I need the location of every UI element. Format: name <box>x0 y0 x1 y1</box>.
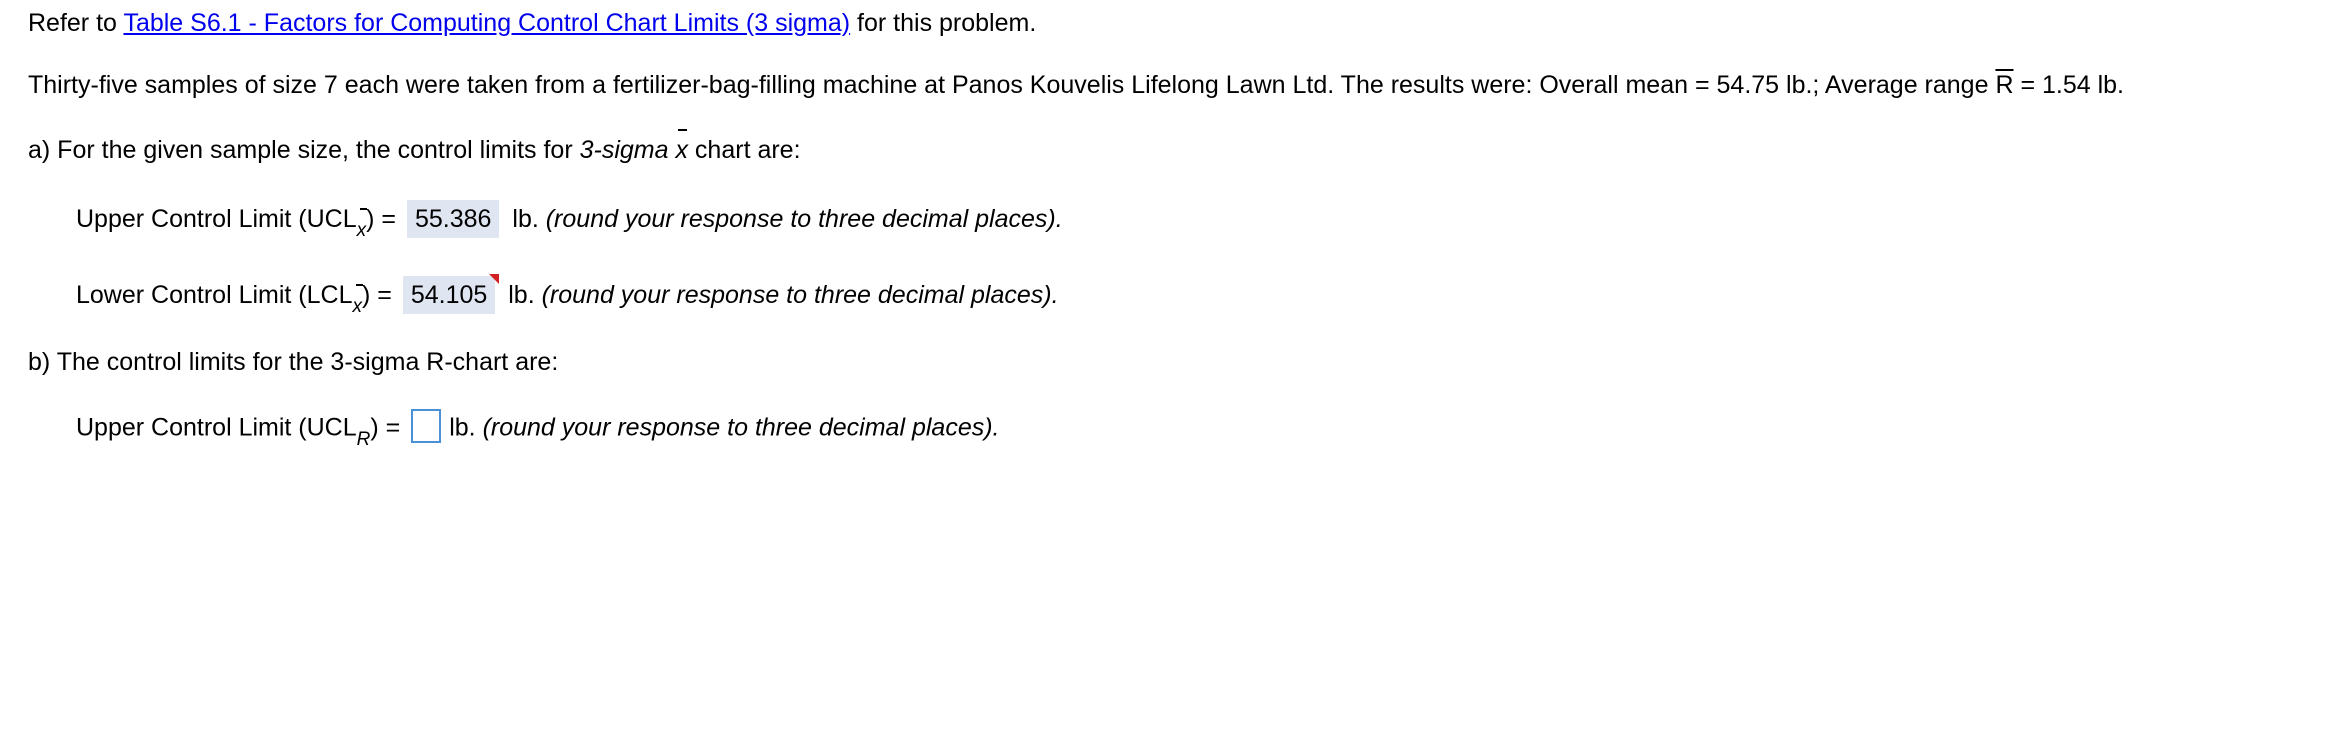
ucl-r-unit: lb. <box>449 413 483 442</box>
ucl-r-hint: (round your response to three decimal places). <box>482 413 1000 442</box>
intro-line <box>28 8 1036 38</box>
ucl-r-subscript: R <box>356 428 371 450</box>
lcl-subscript-bar <box>356 284 363 286</box>
ucl-x-close: ) = <box>366 205 403 233</box>
ucl-r-close: ) = <box>370 413 408 442</box>
lcl-x-hint: (round your response to three decimal places). <box>541 281 1059 309</box>
part-a-italic: 3-sigma <box>579 136 669 164</box>
intro-suffix: for this problem. <box>850 9 1037 37</box>
ucl-r-label: Upper Control Limit (UCL <box>76 413 357 442</box>
lcl-x-row <box>76 276 1059 317</box>
ucl-x-label: Upper Control Limit (UCL <box>76 205 357 233</box>
ucl-x-subscript <box>356 204 367 241</box>
part-b-heading: b) The control limits for the 3-sigma R-chart are: <box>28 348 559 376</box>
lcl-x-answer-value: 54.105 <box>410 281 488 309</box>
lcl-x-label: Lower Control Limit (LCL <box>76 281 353 309</box>
ucl-subscript-bar <box>360 208 367 210</box>
ucl-r-row <box>76 412 1000 450</box>
problem-text: Thirty-five samples of size 7 each were taken from a fertilizer-bag-filling machine at Panos Kouvelis Lifelong Lawn Ltd. The results were: Overall mean = 54.75 lb.; Average range <box>28 71 1996 99</box>
problem-tail: = 1.54 lb. <box>2013 71 2124 99</box>
r-bar-symbol: $\overline{R}$ <box>1995 71 2014 99</box>
lcl-x-close: ) = <box>362 281 399 309</box>
part-a-suffix: chart are: <box>687 136 801 164</box>
lcl-x-unit: lb. <box>501 281 542 309</box>
problem-statement <box>28 70 2124 100</box>
ucl-x-answer-field[interactable]: 55.386 <box>407 200 499 238</box>
x-bar-letter: x <box>675 136 688 164</box>
ucl-r-input[interactable] <box>411 409 441 443</box>
intro-prefix: Refer to <box>28 9 124 37</box>
ucl-x-hint: (round your response to three decimal places). <box>545 205 1063 233</box>
x-bar-overline <box>678 129 687 131</box>
x-bar-symbol <box>675 135 688 165</box>
ucl-x-row <box>76 200 1063 241</box>
lcl-x-answer-field[interactable] <box>403 276 495 314</box>
lcl-subscript-letter: x <box>352 296 362 317</box>
part-a-prefix: a) For the given sample size, the control limits for <box>28 136 580 164</box>
ucl-x-unit: lb. <box>505 205 546 233</box>
lcl-x-subscript <box>352 280 363 317</box>
table-s6-1-link[interactable]: Table S6.1 - Factors for Computing Control Chart Limits (3 sigma) <box>123 9 851 37</box>
ucl-subscript-letter: x <box>356 220 367 241</box>
incorrect-flag-icon <box>489 274 499 284</box>
part-a-heading <box>28 135 801 165</box>
